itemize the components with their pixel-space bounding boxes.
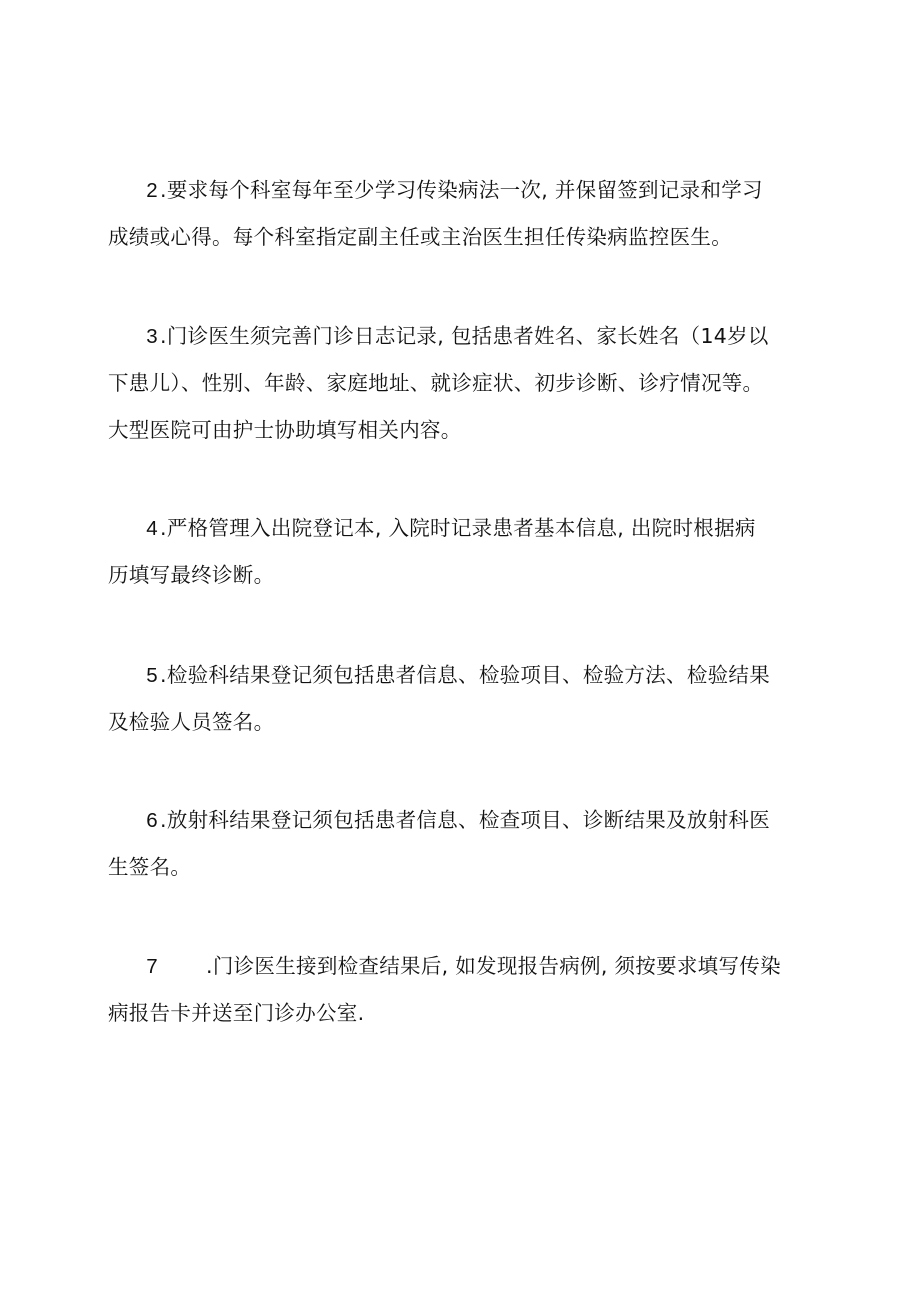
paragraph-item-2 — [108, 167, 828, 261]
paragraph-line: 病报告卡并送至门诊办公室. — [108, 1001, 365, 1025]
paragraph-line — [108, 313, 828, 360]
item-number: 5 — [146, 664, 158, 687]
item-text: .严格管理入出院登记本, 入院时记录患者基本信息, 出院时根据病 — [160, 516, 756, 540]
paragraph-item-3 — [108, 313, 828, 454]
paragraph-line — [108, 797, 828, 844]
item-number: 4 — [146, 517, 158, 540]
paragraph-item-7 — [108, 943, 828, 1037]
paragraph-line: 成绩或心得。每个科室指定副主任或主治医生担任传染病监控医生。 — [108, 225, 732, 249]
paragraph-line — [108, 943, 828, 990]
item-number: 7 — [146, 955, 158, 978]
item-text: .要求每个科室每年至少学习传染病法一次, 并保留签到记录和学习 — [160, 178, 763, 202]
paragraph-item-6 — [108, 797, 828, 891]
item-text: .门诊医生接到检查结果后, 如发现报告病例, 须按要求填写传染 — [206, 954, 781, 978]
paragraph-line: 历填写最终诊断。 — [108, 563, 275, 587]
paragraph-line — [108, 167, 828, 214]
paragraph-line: 生签名。 — [108, 855, 192, 879]
item-text: .放射科结果登记须包括患者信息、检查项目、诊断结果及放射科医 — [160, 808, 771, 832]
item-number: 2 — [146, 179, 158, 202]
paragraph-item-5 — [108, 652, 828, 746]
paragraph-line: 大型医院可由护士协助填写相关内容。 — [108, 418, 462, 442]
item-number: 3 — [146, 325, 158, 348]
item-text: .检验科结果登记须包括患者信息、检验项目、检验方法、检验结果 — [160, 663, 771, 687]
item-number: 6 — [146, 809, 158, 832]
paragraph-line: 及检验人员签名。 — [108, 710, 275, 734]
paragraph-line — [108, 652, 828, 699]
paragraph-line: 下患儿）、性别、年龄、家庭地址、就诊症状、初步诊断、诊疗情况等。 — [108, 371, 764, 395]
paragraph-line — [108, 505, 828, 552]
item-text: .门诊医生须完善门诊日志记录, 包括患者姓名、家长姓名（14岁以 — [160, 324, 769, 348]
paragraph-item-4 — [108, 505, 828, 599]
